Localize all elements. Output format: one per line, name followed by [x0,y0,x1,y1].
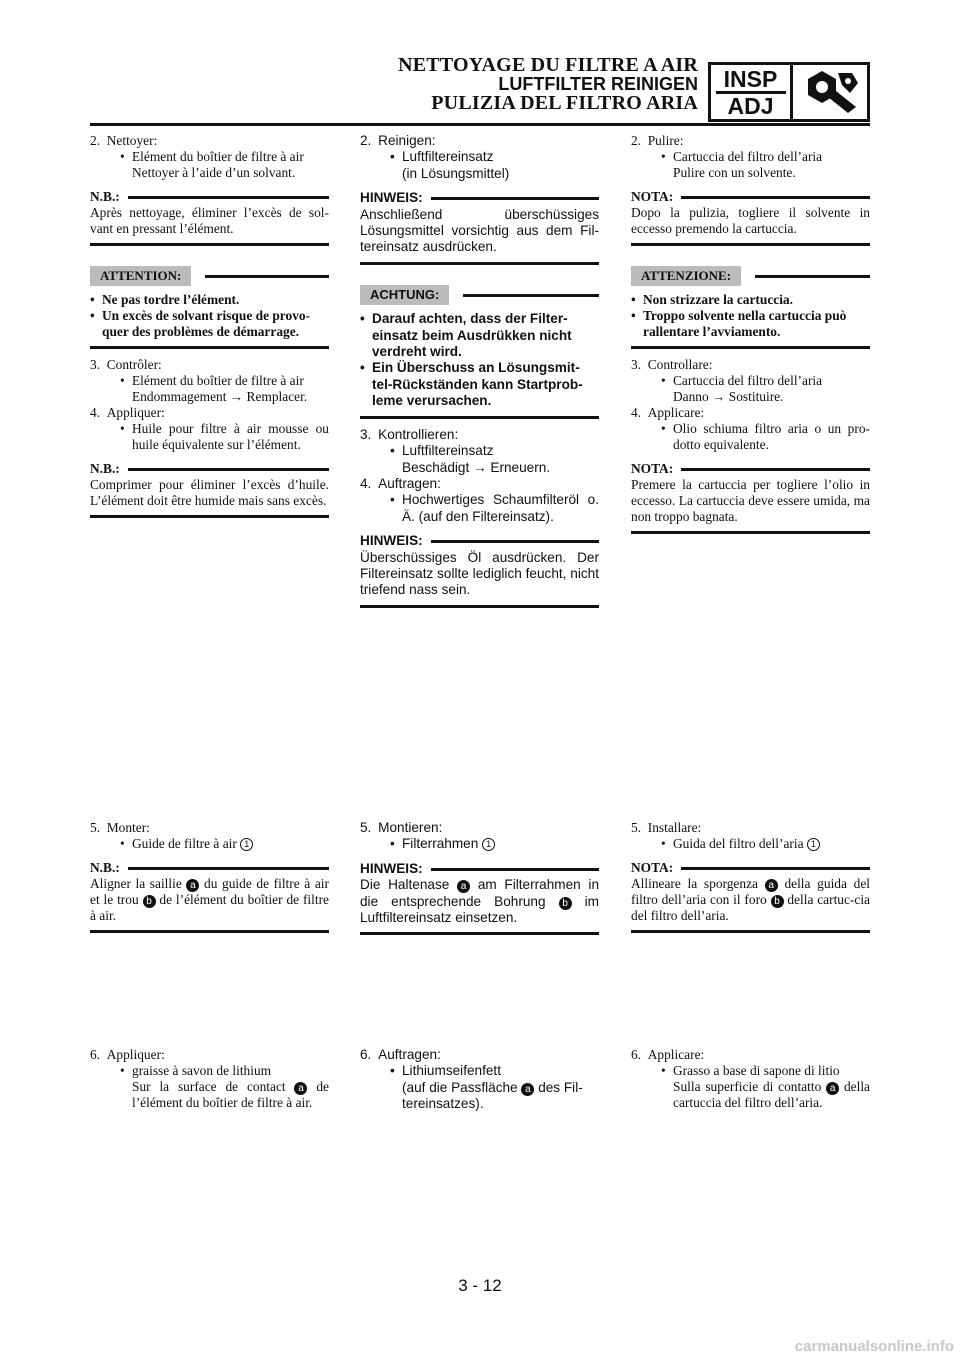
note-box [360,190,599,265]
note-heading: N.B.: [90,461,120,476]
note-box [90,189,329,246]
step-2: 2. Pulire: [631,133,684,148]
badge-insp: INSP [716,67,786,94]
bullet: • Huile pour filtre à air mousse ou huile équivalente sur l’élément. [90,421,329,453]
wrench-icon [793,65,867,119]
ref-b: b [559,897,572,910]
bullet: • Filterrahmen 1 [360,836,599,852]
note-heading: HINWEIS: [360,860,423,876]
text: Beschädigt → Erneuern. [402,459,551,475]
step-5: 5. Monter: [90,820,150,835]
ref-a: a [521,1083,534,1096]
bullet: • Luftfiltereinsatz [360,149,599,165]
step-5: 5. Montieren: [360,820,443,835]
step-6: 6. Applicare: [631,1047,705,1062]
bullet: • Cartuccia del filtro dell’aria [631,373,870,389]
note-heading: NOTA: [631,461,674,476]
note-text: Comprimer pour éliminer l’excès d’huile. L’élément doit être humide mais sans excès. [90,477,329,518]
bullet: • Olio schiuma filtro aria o un pro-dotto equivalente. [631,421,870,453]
note-heading: HINWEIS: [360,190,423,206]
note-heading: NOTA: [631,860,674,875]
text: Endommagement → Remplacer. [132,389,308,404]
bullet: • Guida del filtro dell’aria 1 [631,836,870,852]
step-2: 2. Reinigen: [360,133,436,148]
ref-a: a [765,879,778,892]
header-title-de: LUFTFILTER REINIGEN [498,74,698,94]
step-4: 4. Applicare: [631,405,705,420]
page-header [398,56,698,113]
watermark: carmanualsonline.info [794,1338,954,1355]
bullet: • Cartuccia del filtro dell’aria [631,149,870,165]
step-4: 4. Appliquer: [90,405,165,420]
ref-1: 1 [807,838,820,851]
note-heading: NOTA: [631,189,674,204]
ref-b: b [143,895,156,908]
step-4: 4. Auftragen: [360,475,441,491]
ref-1: 1 [240,838,253,851]
ref-b: b [771,895,784,908]
header-title-it: PULIZIA DEL FILTRO ARIA [431,92,698,114]
note-heading: HINWEIS: [360,533,423,549]
bullet: • Hochwertiges Schaumfilteröl o. Ä. (auf den Filtereinsatz). [360,492,599,525]
step-5-it [631,820,870,933]
bullet: • Lithiumseifenfett [360,1063,599,1079]
caution-item: • Troppo solvente nella cartuccia può rallentare l’avviamento. [631,308,870,340]
text: Sur la surface de contact a de l’élément du boîtier de filtre à air. [132,1079,329,1110]
ref-a: a [294,1082,307,1095]
header-title-fr: NETTOYAGE DU FILTRE A AIR [398,54,698,76]
note-text: Aligner la saillie a du guide de filtre à air et le trou b de l’élément du boîtier de filtre à air. [90,876,329,933]
header-rule [90,123,870,126]
caution-heading: ATTENZIONE: [631,266,741,286]
step-5: 5. Installare: [631,820,702,835]
step-6-fr [90,1047,329,1111]
bullet: • Luftfiltereinsatz [360,443,599,459]
note-text: Premere la cartuccia per togliere l’olio in eccesso. La cartuccia deve essere umida, ma non troppo bagnata. [631,477,870,534]
badge-adj: ADJ [727,92,774,119]
step-6: 6. Appliquer: [90,1047,165,1062]
note-heading: N.B.: [90,189,120,204]
step-2: 2. Nettoyer: [90,133,158,148]
caution-item: • Ein Überschuss an Lösungsmit-tel-Rückständen kann Startprob-leme verursachen. [360,360,599,409]
column-de [360,133,599,608]
bullet: • Elément du boîtier de filtre à air [90,149,329,165]
caution-box [360,285,599,419]
step-3: 3. Controllare: [631,357,713,372]
note-box [90,461,329,518]
caution-item: • Un excès de solvant risque de provo-quer des problèmes de démarrage. [90,308,329,340]
bullet: • Guide de filtre à air 1 [90,836,329,852]
note-box [360,861,599,936]
step-6: 6. Auftragen: [360,1047,441,1062]
note-box [90,860,329,933]
ref-a: a [826,1082,839,1095]
caution-heading: ACHTUNG: [360,285,449,305]
bullet: • Elément du boîtier de filtre à air [90,373,329,389]
ref-a: a [186,879,199,892]
note-text: Allineare la sporgenza a della guida del filtro dell’aria con il foro b della cartuc-cia del filtro dell’aria. [631,876,870,933]
caution-item: • Ne pas tordre l’élément. [90,292,329,308]
column-fr [90,133,329,518]
caution-item: • Non strizzare la cartuccia. [631,292,870,308]
note-box [631,189,870,246]
caution-box [90,266,329,349]
ref-1: 1 [482,838,495,851]
text: (auf die Passfläche a des Fil-tereinsatzes). [402,1079,583,1112]
text: Danno → Sostituire. [673,389,784,404]
bullet: • Grasso a base di sapone di litio [631,1063,870,1079]
text: Pulire con un solvente. [673,165,796,180]
note-text: Die Haltenase a am Filterrahmen in die entsprechende Bohrung b im Luftfiltereinsatz einsetzen. [360,877,599,935]
ref-a: a [457,880,470,893]
text: Nettoyer à l’aide d’un solvant. [132,165,296,180]
caution-heading: ATTENTION: [90,266,191,286]
note-box [360,533,599,608]
step-3: 3. Kontrollieren: [360,426,459,442]
step-6-de [360,1047,599,1113]
note-box [631,860,870,933]
page-number: 3 - 12 [458,1276,502,1295]
text: Sulla superficie di contatto a della cartuccia del filtro dell’aria. [673,1079,870,1110]
step-5-de [360,820,599,935]
column-it [631,133,870,534]
note-text: Après nettoyage, éliminer l’excès de sol-vant en pressant l’élément. [90,205,329,246]
caution-item: • Darauf achten, dass der Filter-einsatz beim Ausdrükken nicht verdreht wird. [360,311,599,360]
note-text: Dopo la pulizia, togliere il solvente in eccesso premendo la cartuccia. [631,205,870,246]
text: (in Lösungsmittel) [402,165,510,181]
section-badge [708,62,870,122]
note-text: Anschließend überschüssiges Lösungsmittel vorsichtig aus dem Fil-tereinsatz ausdrücken. [360,207,599,265]
step-3: 3. Contrôler: [90,357,162,372]
step-5-fr [90,820,329,933]
note-box [631,461,870,534]
note-text: Überschüssiges Öl ausdrücken. Der Filtereinsatz sollte lediglich feucht, nicht triefend nass sein. [360,550,599,608]
bullet: • graisse à savon de lithium [90,1063,329,1079]
note-heading: N.B.: [90,860,120,875]
caution-box [631,266,870,349]
step-6-it [631,1047,870,1111]
